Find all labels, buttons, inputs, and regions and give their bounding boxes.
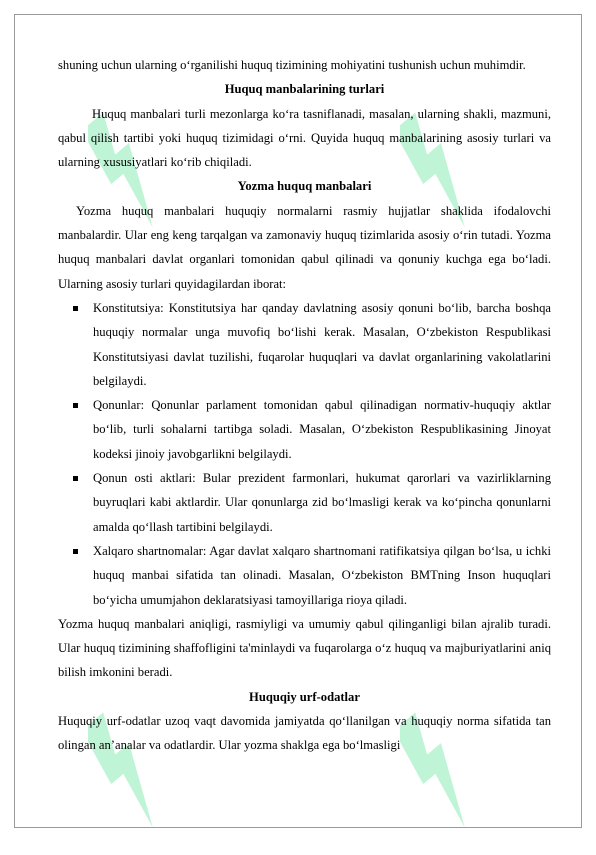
bullet-icon bbox=[73, 306, 78, 311]
paragraph: Huquq manbalari turli mezonlarga ko‘ra tasniflanadi, masalan, ularning shakli, mazmuni, qabul qilish tartibi yoki huquq tizimidagi o‘rni. Quyida huquq manbalarining asosiy turlari va ularning xususiyatlari ko‘rib chiqiladi. bbox=[58, 106, 551, 170]
bullet-icon bbox=[73, 476, 78, 481]
list-item: Qonunlar: Qonunlar parlament tomonidan qabul qilinadigan normativ-huquqiy aktlar bo‘lib, turli sohalarni tartibga soladi. Masalan, O‘zbekiston Respublikasining Jinoyat kodeksi jinoiy javobgarlikni belgilaydi. bbox=[58, 393, 551, 466]
bullet-icon bbox=[73, 549, 78, 554]
paragraph: Yozma huquq manbalari huquqiy normalarni rasmiy hujjatlar shaklida ifodalovchi manbalardir. Ular eng keng tarqalgan va zamonaviy huquq tizimlarida asosiy o‘rin tutadi. Yozma huquq manbalari davlat organlari tomonidan qabul qilinadi va qonuniy kuchga ega bo‘ladi. Ularning asosiy turlari quyidagilardan iborat: bbox=[58, 203, 551, 291]
list-item: Qonun osti aktlari: Bular prezident farmonlari, hukumat qarorlari va vazirliklarning buyruqlari kabi aktlardir. Ular qonunlarga zid bo‘lmasligi kerak va ko‘pincha qonunlarni amalda qo‘llash tartibini belgilaydi. bbox=[58, 466, 551, 539]
section-heading: Yozma huquq manbalari bbox=[237, 179, 372, 194]
document-body bbox=[58, 53, 551, 758]
paragraph: Yozma huquq manbalari aniqligi, rasmiyligi va umumiy qabul qilinganligi bilan ajralib turadi. Ular huquq tizimining shaffofligini ta'minlaydi va fuqarolarga o‘z huquq va majburiyatlarini aniq bilish imkonini beradi. bbox=[58, 616, 551, 680]
list-item: Xalqaro shartnomalar: Agar davlat xalqaro shartnomani ratifikatsiya qilgan bo‘lsa, u ichki huquq manbai sifatida tan olinadi. Masalan, O‘zbekiston BMTning Inson huquqlari bo‘yicha umumjahon deklaratsiyasi tamoyillariga rioya qiladi. bbox=[58, 539, 551, 612]
bullet-icon bbox=[73, 403, 78, 408]
section-heading: Huquqiy urf-odatlar bbox=[249, 689, 360, 704]
section-heading: Huquq manbalarining turlari bbox=[224, 82, 385, 97]
bullet-list bbox=[58, 296, 551, 612]
list-item: Konstitutsiya: Konstitutsiya har qanday davlatning asosiy qonuni bo‘lib, barcha boshqa huquqiy normalar unga muvofiq bo‘lishi kerak. Masalan, O‘zbekiston Respublikasi Konstitutsiyasi davlat tuzilishi, fuqarolar huquqlari va davlat organlarining vakolatlarini belgilaydi. bbox=[58, 296, 551, 393]
paragraph: Huquqiy urf-odatlar uzoq vaqt davomida jamiyatda qo‘llanilgan va huquqiy norma sifatida tan olingan an’analar va odatlardir. Ular yozma shaklga ega bo‘lmasligi bbox=[58, 714, 551, 753]
intro-paragraph: shuning uchun ularning o‘rganilishi huquq tizimining mohiyatini tushunish uchun muhimdir. bbox=[58, 58, 526, 72]
